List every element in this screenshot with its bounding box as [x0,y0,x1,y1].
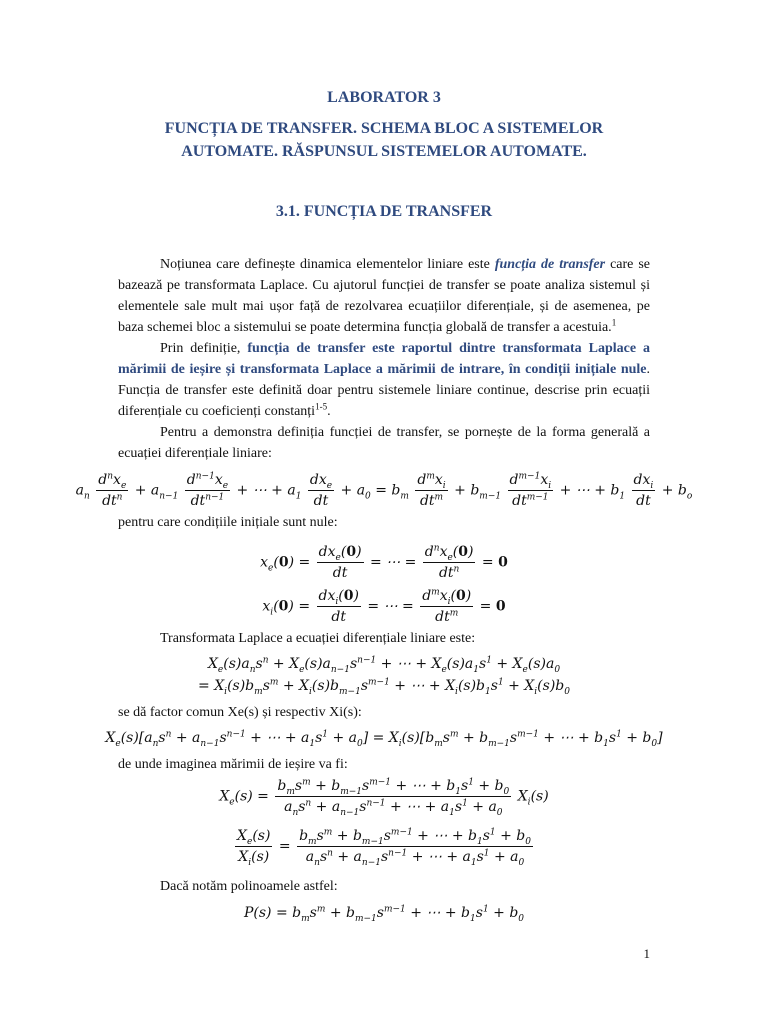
paragraph-common-factor-text: se dă factor comun Xe(s) și respectiv Xi(s): [118,705,362,720]
paragraph-laplace-text: Transformata Laplace a ecuației diferențiale liniare este: [160,631,476,646]
equation-differential: $a_n$ $\frac{d^nx_e}{dt^n}$ + $a_{n-1}$ $\frac{d^{n-1}x_e}{dt^{n-1}}$ + ⋯ + $a_1$ $\frac{dx_e}{dt}$ + $a_0 = b_m$ $\frac{d^mx_i}{dt^m}$ + $b_{m-1}$ $\frac{d^{m-1}x_i}{dt^{m-1}}$ + ⋯ + $b_1$ $\frac{dx_i}{dt}$ + $b_o$ [75,471,693,509]
footnote-ref-1: 1 [611,317,617,328]
section-title: 3.1. FUNCȚIA DE TRANSFER [275,203,493,220]
paragraph-initial-conditions-text: pentru care condițiile inițiale sunt nule: [118,515,338,530]
equation-polynomial-p: $P(s) = b_ms^m + b_{m-1}s^{m-1}$ + ⋯ + $b_1s^1 + b_0$ [243,904,525,924]
paragraph-intro-text-b: care se bazează pe transformata Laplace. Cu ajutorul funcției de transfer se poate analiza sistemul și elementele sale mult mai ușor față de rezolvarea ecuațiilor diferențiale, și de asemenea, pe baza schemei bloc a sistemului se poate determina funcția globală de transfer a acestuia. [118,257,651,335]
paragraph-definition-text-a: Prin definiție, [160,341,248,356]
equation-factored: $X_e(s)[a_ns^n + a_{n-1}s^{n-1}$ + ⋯ + $a_1s^1 + a_0] = X_i(s)[b_ms^m + b_{m-1}s^{m-1}$ + ⋯ + $b_1s^1 + b_0$] [105,729,663,749]
paragraph-definition [118,338,650,422]
equation-laplace-line-2: = $X_i(s)b_ms^m + X_i(s)b_{m-1}s^{m-1}$ + ⋯ + $X_i(s)b_1s^1 + X_i(s)b_0$ [198,677,570,697]
equation-ratio: $\frac{X_e(s)}{X_i(s)}$ = $\frac{b_ms^m + b_{m-1}s^{m-1} + \cdots + b_1s^1 + b_0}{a_ns^n + a_{n-1}s^{n-1} + \cdots + a_1s^1 + a_0}$ [237,827,531,868]
paragraph-definition-end: . [327,404,331,419]
paragraph-intro [118,254,650,338]
paragraph-demonstration [118,422,650,464]
paragraph-output-image-text: de unde imaginea mărimii de ieșire va fi: [118,757,348,772]
lab-title: LABORATOR 3 [327,89,441,106]
paragraph-intro-text-a: Noțiunea care definește dinamica elementelor liniare este [160,257,495,272]
paragraph-polynomials-text: Dacă notăm polinoamele astfel: [160,879,338,894]
equation-output: $X_e(s)$ = $\frac{b_ms^m + b_{m-1}s^{m-1} + \cdots + b_1s^1 + b_0}{a_ns^n + a_{n-1}s^{n-1} + \cdots + a_1s^1 + a_0}$ $X_i(s)$ [219,777,549,818]
paragraph-polynomials [118,876,650,897]
chapter-title-line-2: AUTOMATE. RĂSPUNSUL SISTEMELOR AUTOMATE. [181,143,587,160]
equation-laplace-line-1: $X_e(s)a_ns^n + X_e(s)a_{n-1}s^{n-1}$ + ⋯ + $X_e(s)a_1s^1 + X_e(s)a_0$ [207,655,561,675]
equation-initial-xi: $x_i(0)$ = $\frac{dx_i(0)}{dt}$ = ⋯ = $\frac{d^mx_i(0)}{dt^m}$ = 0 [262,587,506,625]
equation-initial-xe: $x_e(0)$ = $\frac{dx_e(0)}{dt}$ = ⋯ = $\frac{d^nx_e(0)}{dt^n}$ = 0 [260,543,508,581]
chapter-title-line-1: FUNCȚIA DE TRANSFER. SCHEMA BLOC A SISTEMELOR [164,120,604,137]
paragraph-initial-conditions [118,512,650,533]
paragraph-demonstration-text: Pentru a demonstra definiția funcției de transfer, se pornește de la forma generală a ecuației diferențiale liniare: [118,425,650,461]
transfer-function-emphasis: funcția de transfer [494,257,606,272]
footnote-ref-2: 1-5 [315,401,328,412]
paragraph-common-factor [118,702,650,723]
paragraph-laplace [118,628,650,649]
paragraph-definition-text-b: . Funcția de transfer este definită doar pentru sistemele liniare continue, descrise prin ecuații diferențiale cu coeficienți constanți [118,362,650,419]
definition-emphasis: funcția de transfer este raportul dintre transformata Laplace a mărimii de ieșire și transformata Laplace a mărimii de intrare, în condiții inițiale nule [118,341,650,377]
page-number: 1 [643,946,650,961]
paragraph-output-image [118,754,650,775]
